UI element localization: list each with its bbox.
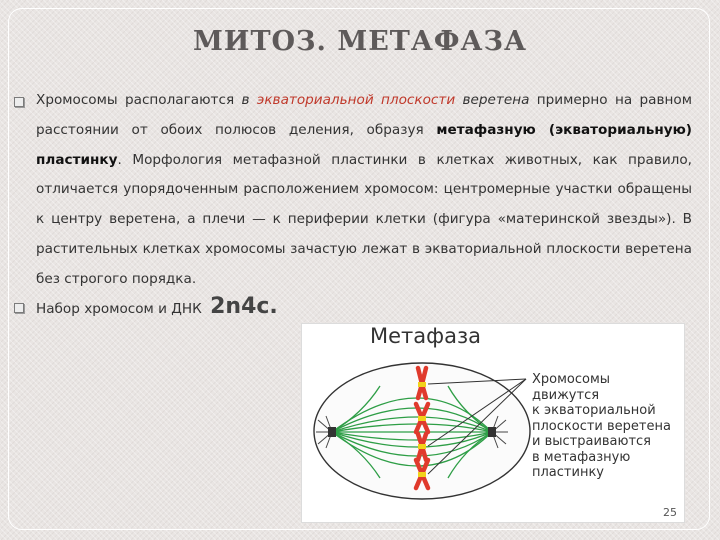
metaphase-figure <box>301 323 685 523</box>
centriole-right <box>488 427 496 437</box>
bullet-text-1 <box>36 86 692 295</box>
highlight-equatorial-plane: экваториальной плоскости <box>256 92 456 108</box>
figure-title: Метафаза <box>370 324 481 348</box>
chromosome-formula: 2n4c. <box>210 294 278 319</box>
bullet-marker-2 <box>14 303 24 313</box>
bold-term-metaphase-plate: метафазную (экваториальную) пластинку <box>36 121 693 168</box>
text-run: . Морфология метафазной пластинки в клетках животных, как правило, отличается упорядоченным расположением хромосом: центромерные участки обращены к центру веретена, а плечи — к периферии клетки (фигура «материнской звезды»). В растительных клетках хромосомы зачастую лежат в экваториальной плоскости веретена без строгого порядка. <box>36 151 692 287</box>
text-run-italic: в <box>241 92 250 108</box>
bullet-text-2 <box>36 294 278 319</box>
chromosome-set-label: Набор хромосом и ДНК <box>36 301 202 317</box>
bullet-marker-1 <box>14 97 24 107</box>
centriole-left <box>328 427 336 437</box>
text-run-italic: веретена <box>462 92 530 108</box>
text-run: примерно на равном расстоянии от обоих полюсов деления, образуя <box>36 92 692 138</box>
text-run <box>455 92 462 108</box>
page-number: 25 <box>663 506 677 519</box>
text-run <box>250 92 257 108</box>
slide-title: МИТОЗ. МЕТАФАЗА <box>193 26 527 57</box>
text-run: Хромосомы располагаются <box>36 92 242 108</box>
figure-caption: Хромосомы движутся к экваториальной плоскости веретена и выстраиваются в метафазную пластинку <box>532 372 671 480</box>
